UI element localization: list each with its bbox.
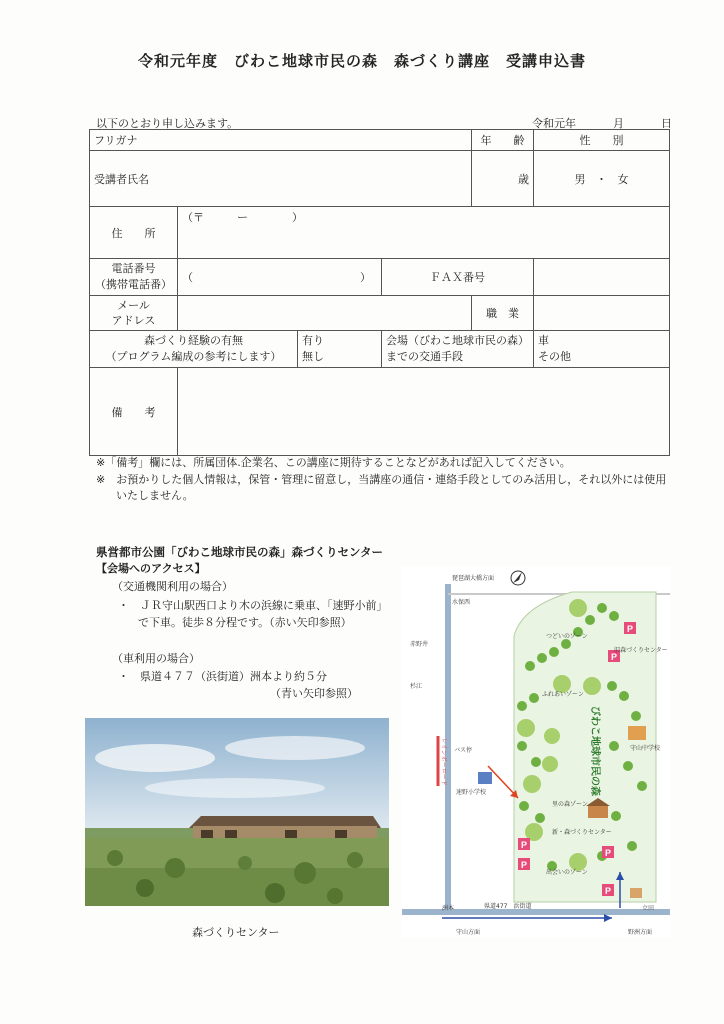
access-subheading: 【会場へのアクセス】 <box>96 562 206 575</box>
map-top-road: 琵琶湖大橋方面 <box>452 575 495 582</box>
map-road-label: 県道477 浜街道 <box>484 903 532 910</box>
name-label: 受講者氏名 <box>94 172 149 186</box>
fax-cell[interactable] <box>534 259 670 296</box>
transport-label-2: までの交通手段 <box>386 350 463 363</box>
gender-label: 性 別 <box>534 130 670 151</box>
mail-label-1: メール <box>117 299 150 312</box>
map-zone-3: 里の森ゾーン <box>552 801 588 808</box>
phone-paren-open: （ <box>182 271 193 284</box>
remarks-label: 備 考 <box>90 368 178 456</box>
map-forest-name: びわこ地球市民の森 <box>589 706 600 796</box>
car-heading: （車利用の場合） <box>112 652 200 665</box>
gender-female[interactable]: 女 <box>617 172 629 186</box>
transport-other[interactable]: その他 <box>538 350 572 363</box>
phone-label: 電話番号 <box>111 262 156 275</box>
map-left-2: 赤野井 <box>410 641 429 648</box>
furigana-label: フリガナ <box>90 130 472 151</box>
car-line-2: （青い矢印参照） <box>270 687 358 700</box>
map-center-new: 新・森づくりセンター <box>552 829 612 836</box>
note-remarks: ※「備考」欄には、所属団体.企業名、この講座に期待することなどがあれば記入してください。 <box>96 456 571 469</box>
note-privacy-cont: いたしません。 <box>116 489 194 502</box>
photo-caption: 森づくりセンター <box>192 926 280 939</box>
date-era: 令和元年 <box>532 117 576 130</box>
map-zone-1: つどいのゾーン <box>546 633 588 640</box>
age-cell[interactable] <box>472 151 534 207</box>
map-intersection-2: 立田 <box>642 905 655 912</box>
page-title: 令和元年度 びわこ地球市民の森 森づくり講座 受講申込書 <box>137 52 586 70</box>
map-junior-high: 守山中学校 <box>630 745 661 752</box>
map-school: 速野小学校 <box>456 789 487 796</box>
gender-male[interactable]: 男 <box>574 172 586 186</box>
address-cell[interactable] <box>178 207 670 259</box>
name-cell[interactable] <box>90 151 472 207</box>
map-zone-4: 出会いのゾーン <box>546 869 588 876</box>
car-line-1: ・ 県道４７７（浜街道）洲本より約５分 <box>118 670 327 683</box>
phone-cell[interactable] <box>178 259 382 296</box>
mobile-label: （携帯電話番） <box>95 278 172 291</box>
transport-car[interactable]: 車 <box>538 334 550 347</box>
job-cell[interactable] <box>534 296 670 331</box>
map-zone-2: ふれあいゾーン <box>542 691 584 698</box>
transport-options[interactable] <box>534 331 670 368</box>
experience-no[interactable]: 無し <box>302 350 324 363</box>
mail-label-cell <box>90 296 178 331</box>
map-red-road: レインボーロード <box>440 738 447 786</box>
parking-mark-6: P <box>605 886 612 896</box>
phone-label-cell <box>90 259 178 296</box>
map-center-old: 旧森づくりセンター <box>614 647 668 654</box>
job-label: 職 業 <box>472 296 534 331</box>
map-bus-stop: バス停 <box>454 747 473 754</box>
transport-label-cell <box>382 331 534 368</box>
map-bottom-right: 野洲方面 <box>628 929 653 936</box>
note-privacy: ※ お預かりした個人情報は，保管・管理に留意し，当講座の通信・連絡手段としてのみ活用し，それ以外には使用 <box>96 473 667 486</box>
access-map <box>402 566 670 938</box>
address-label: 住 所 <box>90 207 178 259</box>
experience-label-2: （プログラム編成の参考にします） <box>105 350 282 363</box>
train-line-2: で下車。徒歩８分程です。（赤い矢印参照） <box>138 616 352 629</box>
mail-cell[interactable] <box>178 296 472 331</box>
map-bottom-left: 守山方面 <box>456 929 481 936</box>
parking-mark-3: P <box>521 840 528 850</box>
date-day: 日 <box>661 117 672 130</box>
experience-label-1: 森づくり経験の有無 <box>144 334 243 347</box>
experience-label-cell <box>90 331 298 368</box>
parking-mark-1: P <box>627 624 634 634</box>
map-left-3: 杉江 <box>410 683 423 690</box>
zip-field: （〒 ー ） <box>182 211 303 224</box>
age-label: 年 齢 <box>472 130 534 151</box>
experience-options[interactable] <box>298 331 382 368</box>
map-intersection-1: 洲本 <box>442 905 455 912</box>
remarks-cell[interactable] <box>178 368 670 456</box>
parking-mark-2: P <box>611 652 618 662</box>
age-unit: 歳 <box>518 172 530 186</box>
parking-mark-4: P <box>521 860 528 870</box>
gender-separator: ・ <box>596 172 608 186</box>
train-line-1: ・ ＪＲ守山駅西口より木の浜線に乗車、「速野小前」 <box>118 599 388 612</box>
parking-mark-5: P <box>605 848 612 858</box>
phone-paren-close: ） <box>360 271 371 284</box>
intro-text: 以下のとおり申し込みます。 <box>96 117 239 130</box>
transport-label-1: 会場（びわこ地球市民の森） <box>386 334 529 347</box>
experience-yes[interactable]: 有り <box>302 334 324 347</box>
map-left-1: 水保西 <box>452 599 471 606</box>
train-heading: （交通機関利用の場合） <box>112 580 233 593</box>
application-form <box>89 129 670 456</box>
date-month: 月 <box>613 117 624 130</box>
center-photo <box>85 718 389 906</box>
fax-label: ＦＡＸ番号 <box>382 259 534 296</box>
venue-heading: 県営都市公園「びわこ地球市民の森」森づくりセンター <box>96 545 384 559</box>
gender-cell[interactable] <box>534 151 670 207</box>
mail-label-2: アドレス <box>111 314 156 327</box>
